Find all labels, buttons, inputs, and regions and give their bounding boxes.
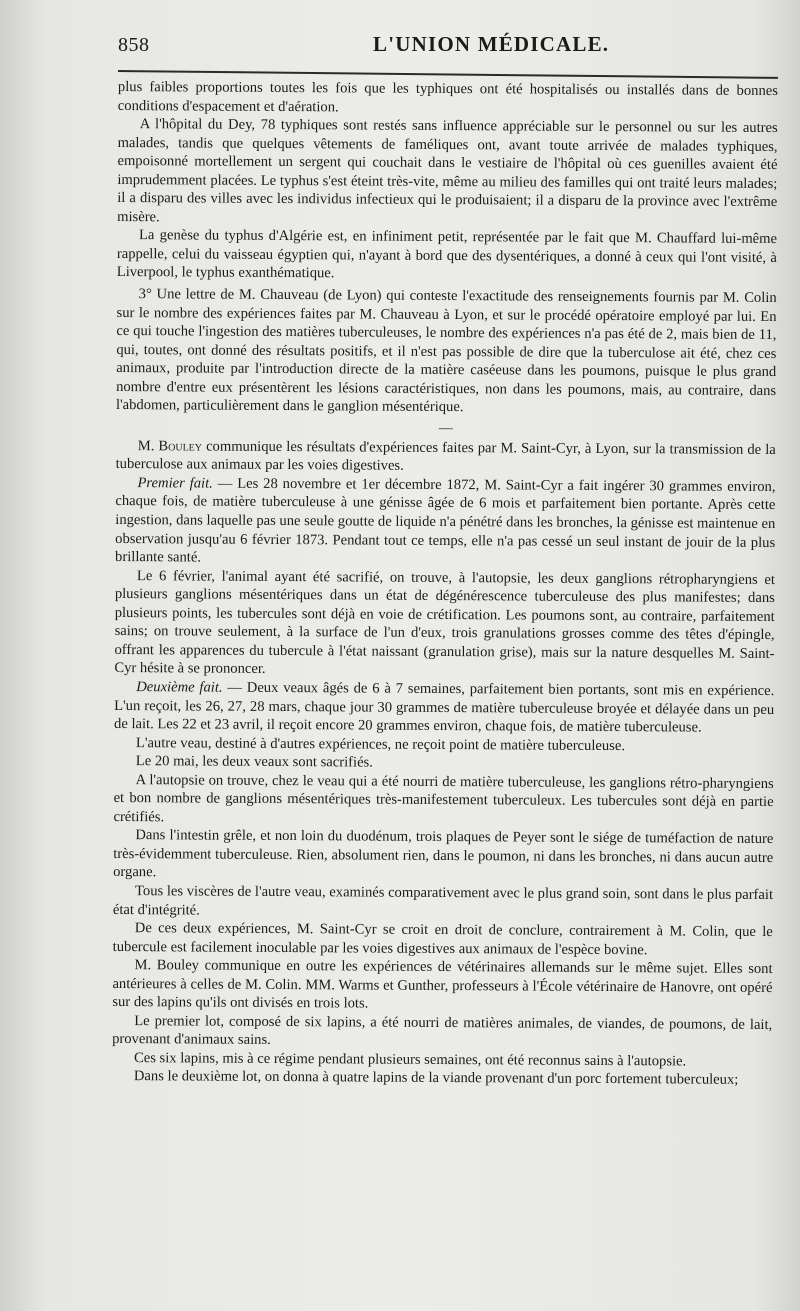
paragraph: L'autre veau, destiné à d'autres expériences, ne reçoit point de matière tuberculeuse. <box>135 734 626 754</box>
paragraph: Tous les viscères de l'autre veau, examinés comparativement avec le plus grand soin, sont dans le plus parfait état d'intégrité. <box>112 883 774 919</box>
running-title: L'UNION MÉDICALE. <box>373 32 610 56</box>
paragraph <box>115 474 776 571</box>
paragraph: Dans le deuxième lot, on donna à quatre lapins de la viande provenant d'un porc fortement tuberculeux; <box>133 1068 739 1089</box>
body-text <box>112 78 778 1090</box>
paragraph: 3° Une lettre de M. Chauveau (de Lyon) qui conteste l'exactitude des renseignements fournis par M. Colin sur le nombre des expériences faites par M. Chauveau à Lyon, et sur le procédé opératoire employé par lui. En ce qui touche l'ingestion des matières tuberculeuses, le nombre des expériences n'a pas été de 2, mais bien de 11, qui, toutes, ont donné des résultats positifs, et il n'est pas possible de dire que la tuberculose ait été, chez ces animaux, produite par l'introduction directe de la matière caséeuse dans les poumons, puisque le plus grand nombre d'entre eux présentèrent les lésions caractéristiques, non dans les poumons, mais, au contraire, dans l'abdomen, particulièrement dans le ganglion mésentérique. <box>115 286 777 416</box>
section-separator: — <box>438 420 453 436</box>
paragraph: Dans l'intestin grêle, et non loin du duodénum, trois plaques de Peyer sont le siége de tuméfaction de nature très-évidemment tuberculeuse. Rien, absolument rien, dans le poumon, ni dans les bronches, ni dans aucun autre organe. <box>113 827 774 881</box>
paragraph <box>116 437 776 478</box>
page-header <box>118 30 776 60</box>
case-heading: Deuxième fait. <box>136 679 223 696</box>
paragraph: Le premier lot, composé de six lapins, a été nourri de matières animales, de viandes, de poumons, de lait, provenant d'animaux sains. <box>112 1012 773 1049</box>
paragraph: La genèse du typhus d'Algérie est, en infiniment petit, représentée par le fait que M. Chauffard lui-même rappelle, celui du vaisseau égyptien qui, n'ayant à bord que des dysentériques, a donné à ceux qui l'ont visité, à Liverpool, le typhus exanthématique. <box>116 227 778 282</box>
paragraph: De ces deux expériences, M. Saint-Cyr se croit en droit de conclure, contrairement à M. Colin, que le tubercule est facilement inoculable par les voies digestives aux animaux de l'espèce bovine. <box>112 920 773 958</box>
paragraph: Le 20 mai, les deux veaux sont sacrifiés. <box>135 753 373 771</box>
paragraph-text: — Deux veaux âgés de 6 à 7 semaines, parfaitement bien portants, sont mis en expérience. L'un reçoit, les 26, 27, 28 mars, chaque jour 30 grammes de matière tuberculeuse broyée et délayée dans un peu de lait. Les 22 et 23 avril, il reçoit encore 20 grammes environ, chaque fois, de matière tuberculeuse. <box>114 679 775 736</box>
paragraph-text: — Les 28 novembre et 1er décembre 1872, M. Saint-Cyr a fait ingérer 30 grammes environ, chaque fois, de matière tuberculeuse à une génisse âgée de 6 mois et parfaitement bien portante. Après cette ingestion, dans laquelle pas une seule goutte de liquide n'a pénétré dans les bronches, la génisse est maintenue en observation jusqu'au 6 février 1873. Pendant tout ce temps, elle n'a pas cessé un seul instant de jouir de la plus brillante santé. <box>115 475 776 566</box>
paragraph: Le 6 février, l'animal ayant été sacrifié, on trouve, à l'autopsie, les deux ganglions rétropharyngiens et plusieurs ganglions mésentériques dans un état de dégénérescence tuberculeuse des plus manifestes; dans plusieurs points, les tubercules sont déjà en voie de crétification. Les poumons sont, au contraire, parfaitement sains; on trouve seulement, à la surface de l'un d'eux, trois granulations grosses comme des têtes d'épingle, offrant les apparences du tubercule à l'état naissant (granulation grise), mais sur la nature desquelles M. Saint-Cyr hésite à se prononcer. <box>114 567 775 678</box>
paragraph <box>114 678 774 738</box>
case-heading: Premier fait. <box>137 475 213 492</box>
paragraph: A l'hôpital du Dey, 78 typhiques sont restés sans influence appréciable sur le personnel ou sur les autres malades, tandis que quelques vêtements de faméliques ont, avant toute arrivée de malades typhiques, empoisonné mortellement un sergent qui couchait dans le vestiaire de l'hôpital où ces guenilles avaient été imprudemment placées. Le typhus s'est éteint très-vite, même au milieu des familles qui ont traité leurs malades; il a disparu des villes avec les individus infectieux qui le produisaient; il a disparu de la province avec l'extrême misère. <box>117 116 778 226</box>
paragraph: Ces six lapins, mis à ce régime pendant plusieurs semaines, ont été reconnus sains à l'autopsie. <box>133 1050 687 1070</box>
paragraph: plus faibles proportions toutes les fois que les typhiques ont été hospitalisés ou installés dans de bonnes conditions d'espacement et d'aération. <box>117 78 778 115</box>
paragraph: A l'autopsie on trouve, chez le veau qui a été nourri de matière tuberculeuse, les ganglions rétro-pharyngiens et bon nombre de ganglions mésentériques très-manifestement tuberculeux. Les tubercules sont déjà en partie crétifiés. <box>113 771 774 826</box>
header-rule <box>118 70 778 79</box>
paragraph-text: communique les résultats d'expériences faites par M. Saint-Cyr, à Lyon, sur la transmission de la tuberculose aux animaux par les voies digestives. <box>115 438 776 475</box>
paragraph: M. Bouley communique en outre les expériences de vétérinaires allemands sur le même sujet. Elles sont antérieures à celles de M. Colin. MM. Warms et Gunther, professeurs à l'École vétérinaire de Hanovre, ont opéré sur des lapins qu'ils ont divisés en trois lots. <box>112 957 773 1012</box>
speaker-name: M. Bouley <box>137 437 203 455</box>
page-number: 858 <box>118 34 150 56</box>
